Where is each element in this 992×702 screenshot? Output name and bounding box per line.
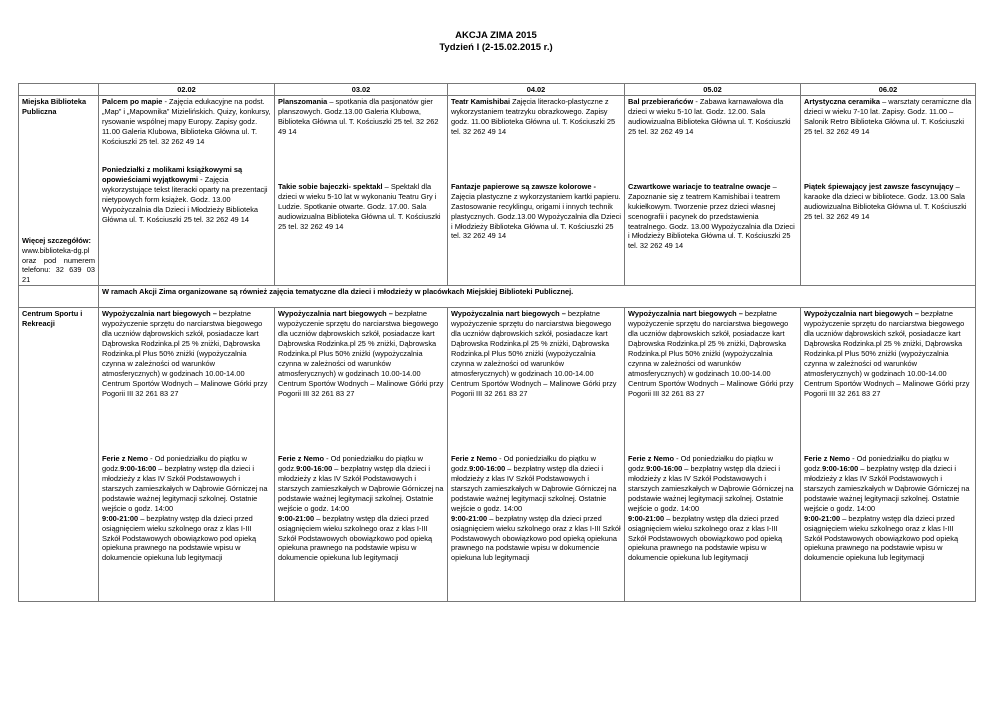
- nemo-hours: 9:00-21:00: [278, 513, 315, 523]
- day-cell: [448, 308, 625, 602]
- event-title: Takie sobie bajeczki- spektakl: [278, 181, 383, 191]
- nemo-text: - Od poniedziałku do piątku w godz.: [451, 454, 597, 474]
- nemo-entry: [102, 454, 271, 563]
- ski-text: bezpłatne wypożyczenie sprzętu do narciarstwa biegowego dla uczniów dąbrowskich szkół, posiadacze kart Dąbrowska Rodzinka.pl 25 % zniżki, Dąbrowska Rodzinka.pl Plus 50% zniżki (wypożyczalnia czynna w zależności od warunków atmosferycznych) w godzinach 10.00-14.00 Centrum Sportów Wodnych – Malinowe Górki przy Pogorii III 32 261 83 27: [278, 309, 444, 398]
- sport-org-cell: [19, 308, 99, 602]
- nemo-title: Ferie z Nemo: [102, 454, 149, 464]
- nemo-text: – bezpłatny wstęp dla dzieci i młodzieży z klas IV Szkół Podstawowych i starszych zamieszkałych w Dąbrowie Górniczej na podstawie ważnej legitymacji szkolnej. Ostatnie wejście o godz. 14:00: [628, 464, 794, 513]
- event-entry: [102, 165, 271, 224]
- nemo-hours: 9:00-16:00: [646, 464, 683, 474]
- note-text: W ramach Akcji Zima organizowane są również zajęcia tematyczne dla dzieci i młodzieży w placówkach Miejskiej Biblioteki Publicznej.: [99, 286, 976, 308]
- ski-entry: [451, 309, 621, 454]
- day-cell: [801, 308, 976, 602]
- header-empty-cell: [19, 84, 99, 96]
- nemo-text: – bezpłatny wstęp dla dzieci i młodzieży z klas IV Szkół Podstawowych i starszych zamieszkałych w Dąbrowie Górniczej na podstawie ważnej legitymacji szkolnej. Ostatnie wejście o godz. 14:00: [451, 464, 617, 513]
- day-cell: [448, 95, 625, 285]
- ski-text: bezpłatne wypożyczenie sprzętu do narciarstwa biegowego dla uczniów dąbrowskich szkół, posiadacze kart Dąbrowska Rodzinka.pl 25 % zniżki, Dąbrowska Rodzinka.pl Plus 50% zniżki (wypożyczalnia czynna w zależności od warunków atmosferycznych) w godzinach 10.00-14.00 Centrum Sportów Wodnych – Malinowe Górki przy Pogorii III 32 261 83 27: [102, 309, 268, 398]
- header-row: [19, 84, 976, 96]
- ski-title: Wypożyczalnia nart biegowych –: [804, 309, 919, 319]
- nemo-text: – bezpłatny wstęp dla dzieci i młodzieży z klas IV Szkół Podstawowych i starszych zamieszkałych w Dąbrowie Górniczej na podstawie ważnej legitymacji szkolnej. Ostatnie wejście o godz. 14:00: [102, 464, 268, 513]
- nemo-text: – bezpłatny wstęp dla dzieci i młodzieży z klas IV Szkół Podstawowych i starszych zamieszkałych w Dąbrowie Górniczej na podstawie ważnej legitymacji szkolnej. Ostatnie wejście o godz. 14:00: [278, 464, 444, 513]
- nemo-title: Ferie z Nemo: [278, 454, 325, 464]
- ski-title: Wypożyczalnia nart biegowych –: [102, 309, 217, 319]
- nemo-title: Ferie z Nemo: [628, 454, 675, 464]
- day-cell: [275, 308, 448, 602]
- nemo-entry: [451, 454, 621, 563]
- ski-title: Wypożyczalnia nart biegowych –: [628, 309, 743, 319]
- nemo-hours: 9:00-21:00: [102, 513, 139, 523]
- event-title: Bal przebierańców: [628, 96, 694, 106]
- sport-row: [19, 308, 976, 602]
- day-cell: [99, 95, 275, 285]
- event-title: Poniedziałki z molikami książkowymi są opowieściami wyjątkowymi: [102, 165, 243, 185]
- nemo-entry: [628, 454, 797, 563]
- nemo-text: – bezpłatny wstęp dla dzieci i młodzieży z klas IV Szkół Podstawowych i starszych zamieszkałych w Dąbrowie Górniczej na podstawie ważnej legitymacji szkolnej. Ostatnie wejście o godz. 14:00: [804, 464, 970, 513]
- nemo-text: – bezpłatny wstęp dla dzieci przed osiągnięciem wieku szkolnego oraz z klas I-III Szkół Podstawowych obowiązkowo pod opieką opiekuna prawnego na podstawie wpisu w dokumencie opiekuna lub legitymacji: [102, 513, 257, 563]
- day-cell: [99, 308, 275, 602]
- nemo-hours: 9:00-16:00: [120, 464, 157, 474]
- nemo-text: – bezpłatny wstęp dla dzieci przed osiągnięciem wieku szkolnego oraz z klas I-III Szkół Podstawowych obowiązkowo pod opieką opiekuna prawnego na podstawie wpisu w dokumencie opiekuna lub legitymacji: [278, 513, 433, 563]
- event-text: – warsztaty ceramiczne dla dzieci w wieku 7-10 lat. Zapisy. Godz. 11.00 – Salonik Retro Biblioteka Główna ul. T. Kościuszki 25 tel. 32 262 49 14: [804, 96, 972, 136]
- more-info-label: Więcej szczegółów:: [22, 235, 91, 245]
- event-title: Czwartkowe wariacje to teatralne owacje: [628, 181, 771, 191]
- nemo-title: Ferie z Nemo: [451, 454, 498, 464]
- event-title: Piątek śpiewający jest zawsze fascynujący: [804, 181, 954, 191]
- column-header: 03.02: [275, 84, 448, 96]
- event-title: Artystyczna ceramika: [804, 96, 881, 106]
- more-info-text: www.biblioteka-dg.pl oraz pod numerem telefonu: 32 639 03 21: [22, 245, 95, 285]
- nemo-hours: 9:00-16:00: [296, 464, 333, 474]
- event-entry: [451, 97, 621, 182]
- note-empty-cell: [19, 286, 99, 308]
- event-entry: [102, 97, 271, 147]
- nemo-entry: [804, 454, 972, 563]
- column-header: 02.02: [99, 84, 275, 96]
- day-cell: [801, 95, 976, 285]
- event-entry: [278, 182, 444, 232]
- ski-text: bezpłatne wypożyczenie sprzętu do narciarstwa biegowego dla uczniów dąbrowskich szkół, posiadacze kart Dąbrowska Rodzinka.pl 25 % zniżki, Dąbrowska Rodzinka.pl Plus 50% zniżki (wypożyczalnia czynna w zależności od warunków atmosferycznych) w godzinach 10.00-14.00 Centrum Sportów Wodnych – Malinowe Górki przy Pogorii III 32 261 83 27: [804, 309, 970, 398]
- event-title: Palcem po mapie: [102, 96, 163, 106]
- column-header: 05.02: [625, 84, 801, 96]
- day-cell: [625, 95, 801, 285]
- event-entry: [628, 97, 797, 182]
- column-header: 06.02: [801, 84, 976, 96]
- ski-entry: [628, 309, 797, 454]
- schedule-table: [18, 83, 976, 602]
- nemo-title: Ferie z Nemo: [804, 454, 851, 464]
- event-text: – spotkania dla pasjonatów gier planszowych. Godz.13.00 Galeria Klubowa, Biblioteka Główna ul. T. Kościuszki 25 tel. 32 262 49 14: [278, 96, 439, 136]
- nemo-text: – bezpłatny wstęp dla dzieci przed osiągnięciem wieku szkolnego oraz z klas I-III Szkół Podstawowych obowiązkowo pod opieką opiekuna prawnego na podstawie wpisu w dokumencie opiekuna lub legitymacji: [451, 513, 621, 563]
- nemo-hours: 9:00-21:00: [628, 513, 665, 523]
- nemo-text: - Od poniedziałku do piątku w godz.: [278, 454, 424, 474]
- library-org-cell: [19, 95, 99, 285]
- event-entry: [451, 182, 621, 241]
- event-title: Fantazje papierowe są zawsze kolorowe -: [451, 181, 596, 191]
- ski-text: bezpłatne wypożyczenie sprzętu do narciarstwa biegowego dla uczniów dąbrowskich szkół, posiadacze kart Dąbrowska Rodzinka.pl 25 % zniżki, Dąbrowska Rodzinka.pl Plus 50% zniżki (wypożyczalnia czynna w zależności od warunków atmosferycznych) w godzinach 10.00-14.00 Centrum Sportów Wodnych – Malinowe Górki przy Pogorii III 32 261 83 27: [628, 309, 794, 398]
- column-header: 04.02: [448, 84, 625, 96]
- ski-entry: [278, 309, 444, 454]
- nemo-hours: 9:00-21:00: [451, 513, 488, 523]
- nemo-text: – bezpłatny wstęp dla dzieci przed osiągnięciem wieku szkolnego oraz z klas I-III Szkół Podstawowych obowiązkowo pod opieką opiekuna prawnego na podstawie wpisu w dokumencie opiekuna lub legitymacji: [628, 513, 783, 563]
- event-entry: [278, 97, 444, 182]
- event-title: Planszomania: [278, 96, 328, 106]
- event-title: Teatr Kamishibai: [451, 96, 511, 106]
- event-text: - Zajęcia edukacyjne na podst. „Map” i „Mapownika” Mizielińskich. Quizy, konkursy, rysowanie wspólnej mapy Europy. Zapisy godz. 11.00 Galeria Klubowa, Biblioteka Główna ul. T. Kościuszki 25 tel. 32 262 49 14: [102, 96, 271, 146]
- ski-entry: [102, 309, 271, 454]
- event-text: Zajęcia literacko-plastyczne z wykorzystaniem teatrzyku obrazkowego. Zapisy godz. 11.00 Biblioteka Główna ul. T. Kościuszki 25 tel. 32 262 49 14: [451, 96, 616, 136]
- sport-name: Centrum Sportu i Rekreacji: [22, 309, 83, 329]
- document-title: AKCJA ZIMA 2015: [455, 30, 537, 41]
- day-cell: [275, 95, 448, 285]
- ski-title: Wypożyczalnia nart biegowych –: [278, 309, 393, 319]
- ski-entry: [804, 309, 972, 454]
- library-row: [19, 95, 976, 285]
- nemo-hours: 9:00-21:00: [804, 513, 841, 523]
- nemo-text: – bezpłatny wstęp dla dzieci przed osiągnięciem wieku szkolnego oraz z klas I-III Szkół Podstawowych obowiązkowo pod opieką opiekuna prawnego na podstawie wpisu w dokumencie opiekuna lub legitymacji: [804, 513, 959, 563]
- event-entry: [804, 97, 972, 182]
- event-text: – karaoke dla dzieci w bibliotece. Godz. 13.00 Sala audiowizualna Biblioteka Główna ul. T. Kościuszki 25 tel. 32 262 49 14: [804, 181, 967, 221]
- ski-title: Wypożyczalnia nart biegowych –: [451, 309, 566, 319]
- document-subtitle: Tydzień I (2-15.02.2015 r.): [439, 42, 553, 53]
- event-text: - Zajęcia wykorzystujące tekst literacki oparty na prezentacji nietypowych form książek. Godz. 13.00 Wypożyczalnia dla Dzieci i Młodzieży Biblioteka Główna ul. T. Kościuszki 25 tel. 32 262 49 14: [102, 175, 268, 224]
- event-text: – Spektakl dla dzieci w wieku 5-10 lat w wykonaniu Teatru Gry i Ludzie. Spotkanie otwarte. Godz. 17.00. Sala audiowizualna Biblioteka Główna ul. T. Kościuszki 25 tel. 32 262 49 14: [278, 181, 441, 231]
- library-more-info: [22, 236, 95, 286]
- note-row: [19, 286, 976, 308]
- library-name: Miejska Biblioteka Publiczna: [22, 96, 87, 116]
- event-text: - Zabawa karnawałowa dla dzieci w wieku 5-10 lat. Godz. 12.00. Sala audiowizualna Biblioteka Główna ul. T. Kościuszki 25 tel. 32 262 49 14: [628, 96, 791, 136]
- nemo-hours: 9:00-16:00: [822, 464, 859, 474]
- nemo-text: - Od poniedziałku do piątku w godz.: [102, 454, 248, 474]
- event-entry: [804, 182, 972, 222]
- day-cell: [625, 308, 801, 602]
- event-text: Zajęcia plastyczne z wykorzystaniem kartki papieru. Zastosowanie recyklingu, origami i innych technik plastycznych. Godz.13.00 Wypożyczalnia dla Dzieci i Młodzieży Biblioteka Główna ul. T. Kościuszki 25 tel. 32 262 49 14: [451, 191, 621, 241]
- nemo-text: - Od poniedziałku do piątku w godz.: [804, 454, 950, 474]
- nemo-text: - Od poniedziałku do piątku w godz.: [628, 454, 774, 474]
- event-entry: [628, 182, 797, 251]
- nemo-hours: 9:00-16:00: [469, 464, 506, 474]
- ski-text: bezpłatne wypożyczenie sprzętu do narciarstwa biegowego dla uczniów dąbrowskich szkół, posiadacze kart Dąbrowska Rodzinka.pl 25 % zniżki, Dąbrowska Rodzinka.pl Plus 50% zniżki (wypożyczalnia czynna w zależności od warunków atmosferycznych) w godzinach 10.00-14.00 Centrum Sportów Wodnych – Malinowe Górki przy Pogorii III 32 261 83 27: [451, 309, 617, 398]
- nemo-entry: [278, 454, 444, 563]
- event-text: – Zapoznanie się z teatrem Kamishibai i teatrem kukiełkowym. Tworzenie przez dzieci własnej scenografii i pacynek do przedstawienia teatralnego. Godz. 13.00 Wypożyczalnia dla Dzieci i Młodzieży Biblioteka Główna ul. T. Kościuszki 25 tel. 32 262 49 14: [628, 181, 795, 251]
